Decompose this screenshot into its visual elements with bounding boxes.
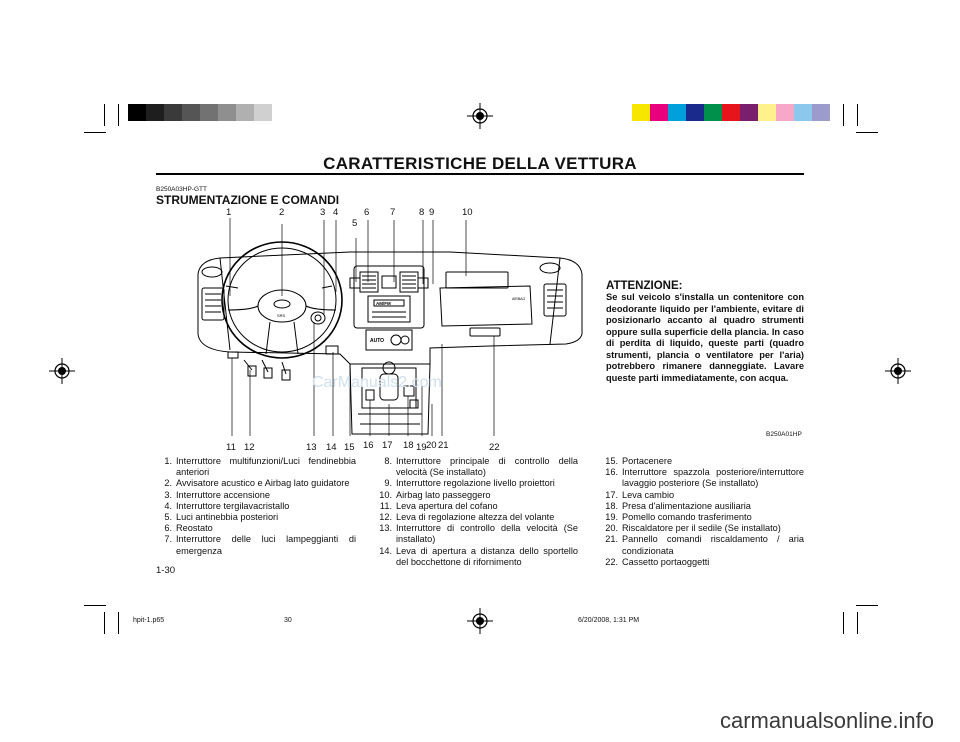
section-title: STRUMENTAZIONE E COMANDI [156,193,340,207]
list-item-number: 11. [379,500,392,511]
list-item [376,546,578,568]
color-swatch [758,104,776,121]
list-item [376,523,578,545]
list-item-text: Reostato [176,523,213,534]
list-item-text: Portacenere [622,456,673,466]
list-item-text: Cassetto portaoggetti [622,556,710,567]
list-item-text: Interruttore spazzola posteriore/interruttore lavaggio posteriore (Se installato) [622,467,804,489]
list-item-number: 6. [164,523,172,534]
color-swatch [794,104,812,121]
list-item-text: Interruttore di controllo della velocità (Se installato) [396,523,578,545]
color-swatch [632,104,650,121]
color-swatch [164,104,182,121]
list-item-text: Interruttore regolazione livello proiettori [396,478,555,489]
page-number: 1-30 [156,565,176,576]
crop-mark [104,612,105,634]
list-item-text: Riscaldatore per il sedile (Se installato) [622,523,781,534]
crop-mark [84,605,106,606]
list-item-number: 21. [605,534,618,545]
list-item [156,512,356,523]
registration-mark-icon [49,358,75,384]
list-item-text: Interruttore delle luci lampeggianti di emergenza [176,534,356,556]
list-item-text: Interruttore tergilavacristallo [176,500,290,511]
footer-file: hpit-1.p65 [133,617,165,624]
title-rule [156,173,804,175]
registration-mark-icon [467,608,493,634]
section-code: B250A03HP-GTT [156,186,207,193]
color-swatch [722,104,740,121]
controls-list-3 [602,456,804,568]
callout-21: 21 [438,440,449,451]
color-swatch [236,104,254,121]
registration-mark-icon [885,358,911,384]
list-item-number: 19. [605,512,618,523]
list-item [376,501,578,512]
list-item-number: 9. [384,478,392,489]
callout-17: 17 [382,440,393,451]
callout-3: 3 [320,207,326,218]
callout-12: 12 [244,442,255,453]
crop-mark [843,104,844,126]
color-swatch [128,104,146,121]
callout-10: 10 [462,207,473,218]
list-item [376,512,578,523]
list-item-text: Pannello comandi riscaldamento / aria condizionata [622,534,804,556]
list-item-number: 7. [164,534,172,545]
list-item-number: 18. [605,500,618,511]
callout-20: 20 [426,440,437,451]
list-item-text: Interruttore accensione [176,489,270,500]
grayscale-bar [128,104,290,121]
list-item [376,490,578,501]
list-item-text: Leva cambio [622,489,675,500]
list-item [156,534,356,556]
list-item-text: Leva apertura del cofano [396,500,498,511]
list-item-text: Airbag lato passeggero [396,489,491,500]
dashboard-illustration [190,214,590,454]
callout-14: 14 [326,442,337,453]
crop-mark [84,132,106,133]
callout-7: 7 [390,207,396,218]
controls-list-1 [156,456,356,557]
svg-text:AUTO: AUTO [370,338,385,344]
list-item-number: 14. [379,545,392,556]
callout-18: 18 [403,440,414,451]
svg-text:AM/FM: AM/FM [376,301,391,306]
list-item-number: 3. [164,489,172,500]
controls-list-2 [376,456,578,568]
color-swatch [200,104,218,121]
callout-8: 8 [419,207,425,218]
list-item-text: Presa d'alimentazione ausiliaria [622,500,751,511]
callout-9: 9 [429,207,435,218]
crop-mark [857,612,858,634]
callout-4: 4 [333,207,339,218]
list-item [156,523,356,534]
list-item-number: 16. [605,467,618,478]
list-item-text: Avvisatore acustico e Airbag lato guidatore [176,478,350,489]
list-item [602,490,804,501]
callout-19: 19 [416,442,427,453]
color-swatch [686,104,704,121]
list-item-text: Leva di regolazione altezza del volante [396,512,555,523]
list-item [156,490,356,501]
list-item [376,456,578,478]
callout-11: 11 [226,442,236,453]
list-item-number: 17. [605,489,618,500]
list-item-number: 12. [379,512,392,523]
crop-mark [856,132,878,133]
color-swatch [776,104,794,121]
color-swatch [272,104,290,121]
page-title: CARATTERISTICHE DELLA VETTURA [323,154,637,173]
list-item [602,512,804,523]
list-item-number: 4. [164,500,172,511]
list-item [156,456,356,478]
list-item-text: Luci antinebbia posteriori [176,512,279,523]
list-item [602,557,804,568]
list-item-number: 15. [605,456,618,466]
callout-2: 2 [279,207,285,218]
color-bar [632,104,830,121]
color-swatch [182,104,200,121]
color-swatch [704,104,722,121]
site-watermark: carmanualsonline.info [720,708,935,733]
crop-mark [118,104,119,126]
callout-22: 22 [489,442,500,453]
crop-mark [856,605,878,606]
callout-1: 1 [226,207,232,218]
warning-body: Se sul veicolo s'installa un contenitore con deodorante liquido per l'ambiente, evitare di posizionarlo accanto al quadro strumenti oppure sulla superficie della plancia. In caso di perdita di liquido, queste parti (quadro strumenti, plancia o ventilatore per l'aria) potrebbero rimanere danneggiate. Lavare queste parti immediatamente, con acqua. [606,292,804,383]
color-swatch [740,104,758,121]
list-item [156,478,356,489]
list-item-number: 8. [384,456,392,466]
color-swatch [146,104,164,121]
footer-date: 6/20/2008, 1:31 PM [578,617,640,624]
color-swatch [668,104,686,121]
crop-mark [857,104,858,126]
list-item-number: 10. [379,489,392,500]
crop-mark [843,612,844,634]
warning-title: ATTENZIONE: [606,280,683,292]
svg-text:SRS: SRS [277,313,286,318]
list-item-number: 13. [379,523,392,534]
list-item-number: 20. [605,523,618,534]
callout-5: 5 [352,218,358,229]
list-item [602,523,804,534]
list-item [602,467,804,489]
figure-code: B250A01HP [766,431,802,438]
list-item-text: Interruttore principale di controllo della velocità (Se installato) [396,456,578,478]
list-item-number: 1. [164,456,172,466]
list-item [602,456,804,467]
registration-mark-icon [467,103,493,129]
figure-watermark: CarManuals2.com [312,374,442,391]
crop-mark [104,104,105,126]
color-swatch [218,104,236,121]
callout-15: 15 [344,442,355,453]
callout-6: 6 [364,207,370,218]
color-swatch [254,104,272,121]
list-item-text: Leva di apertura a distanza dello sportello del bocchettone di rifornimento [396,545,578,567]
callout-16: 16 [363,440,374,451]
list-item [156,501,356,512]
callout-13: 13 [306,442,317,453]
list-item-text: Interruttore multifunzioni/Luci fendinebbia anteriori [176,456,356,478]
list-item-text: Pomello comando trasferimento [622,512,752,523]
svg-text:AIRBAG: AIRBAG [512,297,526,301]
footer-page: 30 [284,617,292,624]
list-item [602,501,804,512]
list-item-number: 2. [164,478,172,489]
color-swatch [650,104,668,121]
list-item-number: 5. [164,512,172,523]
crop-mark [118,612,119,634]
list-item [376,478,578,489]
color-swatch [812,104,830,121]
list-item-number: 22. [605,556,618,567]
list-item [602,534,804,556]
